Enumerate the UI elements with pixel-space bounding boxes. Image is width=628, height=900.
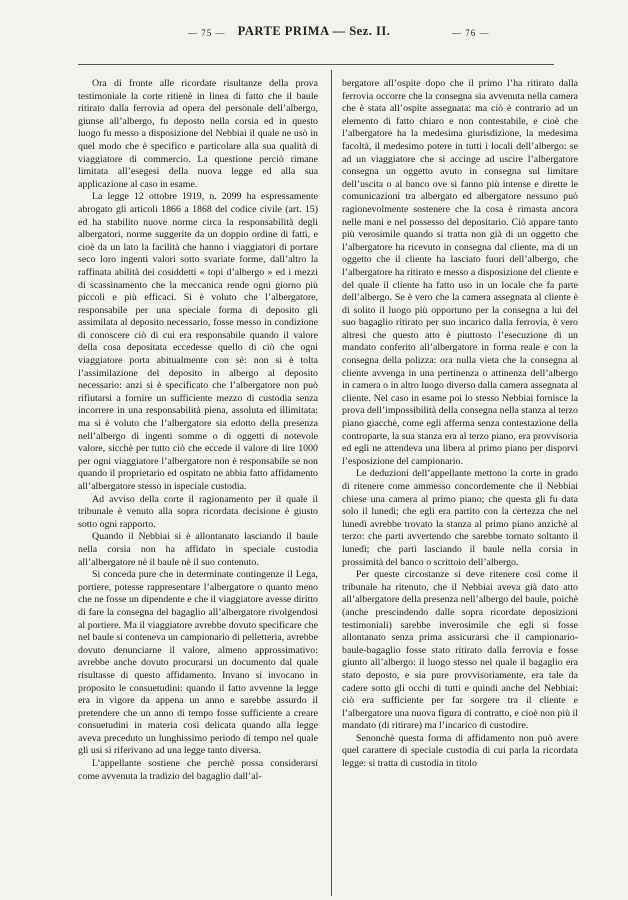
left-column bbox=[78, 78, 318, 783]
paragraph: Senonchè questa forma di affidamento non può avere quel carattere di speciale custodia di cui parla la ricordata legge: si tratta di custodia in titolo bbox=[342, 732, 578, 770]
paragraph: Si conceda pure che in determinate contingenze il Lega, portiere, potesse rappresentare l’albergatore o quanto meno che ne fosse un dipendente e che il viaggiatore avesse diritto di fare la consegna del bagaglio all’albergatore rivolgendosi al portiere. Ma il viaggiatore avrebbe dovuto specificare che nel baule si conteneva un campionario di pelletteria, avrebbe dovuto denunciarne il valore, almeno approssimativo: avrebbe anche dovuto procurarsi un documento dal quale risultasse di questo affidamento. Invano si invocano in proposito le consuetudini: quando il fatto avvenne la legge era in vigore da appena un anno e sarebbe assurdo il pretendere che un anno di tempo fosse sufficiente a creare consuetudini in materia così delicata quando alla legge aveva preceduto un lunghissimo periodo di tempo nel quale gli usi si riferivano ad una legge tanto diversa. bbox=[78, 569, 318, 757]
right-column bbox=[342, 78, 578, 771]
paragraph: Ora di fronte alle ricordate risultanze della prova testimoniale la corte ritienè in linea di fatto che il baule ritirato dalla ferrovia ad opera del personale dell’albergo, giunse all’albergo, fu deposto nella corsia ed in questo luogo fu messo a disposizione del Nebbiai il quale ne usò in quel modo che è specifico e particolare alla sua qualità di viaggiatore di commercio. La questione perciò rimane limitata all’esegesi della nuova legge ed alla sua applicazione al caso in esame. bbox=[78, 78, 318, 190]
paragraph: L’appellante sostiene che perchè possa considerarsi come avvenuta la tradizio del bagaglio dall’al- bbox=[78, 758, 318, 782]
paragraph: Le deduzioni dell’appellante mettono la corte in grado di ritenere come ammesso concordemente che il Nebbiai chiese una camera al primo piano; che questa gli fu data solo il lunedì; che egli era partito con la certezza che nel lunedì avrebbe trovato la stanza al primo piano anzichè al terzo: che parti avvertendo che sarebbe tornato soltanto il lunedì; che partì lasciando il baule nella corsia in prossimità del banco o scrittoio dell’albergo. bbox=[342, 468, 578, 568]
running-title: PARTE PRIMA — Sez. II. bbox=[237, 24, 391, 38]
column-divider bbox=[331, 70, 332, 896]
paragraph: Ad avviso della corte il ragionamento per il quale il tribunale è venuto alla sopra ricordata decisione è giusto sotto ogni rapporto. bbox=[78, 493, 318, 530]
paragraph: La legge 12 ottobre 1919, n. 2099 ha espressamente abrogato gli articoli 1866 a 1868 del codice civile (art. 15) ed ha stabilito nuove norme circa la responsabilità degli albergatori, norme suggerite da un doppio ordine di fatti, e cioè da un lato la facilità che hanno i viaggiatori di portare seco loro ingenti valori sotto svariate forme, dall’altro la raffinata abilità dei cosiddetti « topi d’albergo » ed i mezzi di scassinamento che la meccanica rende ogni giorno più piccoli e più efficaci. Si è voluto che l’albergatore, responsabile per una speciale forma di deposito gli assimilata al deposito necessario, fosse messo in condizione di conoscere ciò di cui era responsabile quando il valore della cosa depositata eccedesse quello di ciò che ogni viaggiatore porta abitualmente con sè: non si è tolta l’assimilazione del deposito in albergo al deposito necessario: anzi si è specificato che l’albergatore non può rifiutarsi a fornire un sufficiente mezzo di custodia senza incorrere in una responsabilità piena, assoluta ed illimitata: ma si è voluto che l’albergatore sia edotto della presenza nell’albergo di ingenti somme o di oggetti di notevole valore, sicchè per tutto ciò che eccede il valore di lire 1000 per ogni viaggiatore l’albergatore non è responsabile se non quando il proprietario ed ospitato ne abbia fatto affidamento all’albergatore stesso in ispeciale custodia. bbox=[78, 191, 318, 492]
paragraph: bergatore all’ospite dopo che il primo l’ha ritirato dalla ferrovia occorre che la consegna sia avvenuta nella camera che è stata all’ospite assegnata: ma ciò è contrario ad un elemento di fatto chiaro e non contestabile, e cioè che l’albergatore ha la medesima giurisdizione, la medesima facoltà, il medesimo potere in tutti i locali dell’albergo: se ad un viaggiatore che si accinge ad uscire l’albergatore consegna un oggetto avuto in consegna sul limitare dell’uscita o al banco ove si fanno più intense e dirette le comunicazioni tra albergato ed albergatore nessuno può ragionevolmente sostenere che la cosa è rimasta ancora nelle mani e nel possesso del depositario. Ciò appare tanto più verosimile quando si tratta non già di un oggetto che l’albergatore ha ricevuto in consegna dal cliente, ma di un oggetto che il cliente ha lasciato fuori dell’albergo, che l’albergatore ha ritirato e messo a disposizione del cliente e del quale il cliente ha fatto uso in un locale che fa parte dell’albergo. Se è vero che la camera assegnata al cliente è di solito il luogo più opportuno per la consegna a lui del suo bagaglio ritirato per suo incarico dalla ferrovia, è vero altresì che questo atto è piuttosto l’esecuzione di un mandato conferito all’albergatore in forma reale e con la consegna della polizza: ora nulla vieta che la consegna al cliente avvenga in una pertinenza o attinenza dell’albergo in camera o in altro luogo diverso dalla camera assegnata al cliente. Nel caso in esame poi lo stesso Nebbiai fornisce la prova dell’impossibilità della consegna nella stanza al terzo piano giacchè, come egli afferma senza contestazione della controparte, la sua stanza era al terzo piano, era provvisoria ed egli ne attendeva una libera al primo piano per disporvi l’esposizione del campionario. bbox=[342, 78, 578, 467]
page-number-left: — 75 — bbox=[188, 28, 226, 38]
page-header bbox=[0, 24, 628, 46]
paragraph: Per queste circostanze si deve ritenere così come il tribunale ha ritenuto, che il Nebbiai aveva già dato atto all’albergatore della presenza nell’albergo del baule, poichè (anche prescindendo dalle sopra ricordate deposizioni testimoniali) sarebbe inverosimile che egli si fosse allontanato senza prima assicurarsi che il campionario-baule-bagaglio fosse stato ritirato dalla ferrovia e fosse giunto all’albergo: il luogo stesso nel quale il bagaglio era stato deposto, e sia pure provvisoriamente, era tale da cadere sotto gli occhi di tutti e quindi anche del Nebbiai: ciò era sufficiente per far sorgere tra il cliente e l’albergatore una nuova figura di contratto, e cioè non più il mandato (di ritirare) ma l’incarico di custodire. bbox=[342, 569, 578, 732]
header-rule bbox=[78, 64, 554, 65]
paragraph: Quando il Nebbiai si è allontanato lasciando il baule nella corsia non ha affidato in speciale custodia all’albergatore nè il baule nè il suo contenuto. bbox=[78, 531, 318, 568]
page-number-right: — 76 — bbox=[452, 28, 490, 38]
